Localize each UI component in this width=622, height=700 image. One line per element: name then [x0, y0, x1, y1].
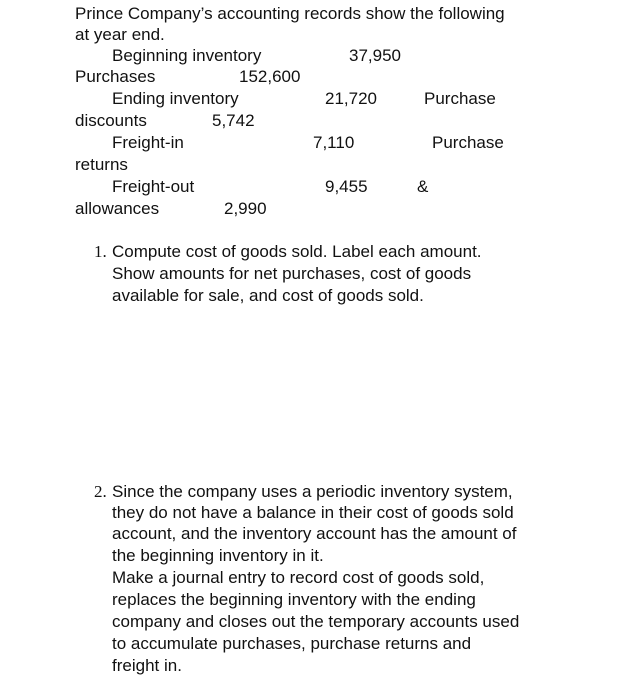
purchases-value: 152,600: [239, 67, 301, 86]
freight-out-value: 9,455: [325, 177, 368, 196]
question-2-line-8: to accumulate purchases, purchase returns and: [112, 634, 472, 653]
question-2-number: 2.: [94, 482, 107, 501]
intro-line-1: Prince Company’s accounting records show the following: [75, 4, 505, 23]
freight-out-label: Freight-out: [112, 177, 195, 196]
purchases-label: Purchases: [75, 67, 156, 86]
question-1-line-2: Show amounts for net purchases, cost of goods: [112, 264, 472, 283]
question-2-line-1: Since the company uses a periodic inventory system,: [112, 482, 513, 501]
question-2-line-9: freight in.: [112, 656, 182, 675]
allowances-value: 2,990: [224, 199, 267, 218]
purchase-discounts-label-b: discounts: [75, 111, 147, 130]
question-2-line-5: Make a journal entry to record cost of goods sold,: [112, 568, 485, 587]
question-1-line-1: Compute cost of goods sold. Label each amount.: [112, 242, 482, 261]
ampersand: &: [417, 177, 429, 196]
question-2-line-7: company and closes out the temporary accounts used: [112, 612, 520, 631]
intro-line-2: at year end.: [75, 25, 165, 44]
allowances-label: allowances: [75, 199, 160, 218]
ending-inventory-value: 21,720: [325, 89, 377, 108]
question-2-line-3: account, and the inventory account has the amount of: [112, 524, 517, 543]
beginning-inventory-value: 37,950: [349, 46, 401, 65]
freight-in-label: Freight-in: [112, 133, 184, 152]
question-1-line-3: available for sale, and cost of goods sold.: [112, 286, 424, 305]
purchase-discounts-value: 5,742: [212, 111, 255, 130]
freight-in-value: 7,110: [313, 133, 355, 152]
question-2-line-6: replaces the beginning inventory with the ending: [112, 590, 476, 609]
purchase-returns-label-a: Purchase: [432, 133, 504, 152]
beginning-inventory-label: Beginning inventory: [112, 46, 262, 65]
question-2-line-4: the beginning inventory in it.: [112, 546, 324, 565]
purchase-discounts-label-a: Purchase: [424, 89, 496, 108]
question-2-line-2: they do not have a balance in their cost of goods sold: [112, 503, 514, 522]
purchase-returns-label-b: returns: [75, 155, 128, 174]
question-1-number: 1.: [94, 242, 107, 261]
ending-inventory-label: Ending inventory: [112, 89, 239, 108]
